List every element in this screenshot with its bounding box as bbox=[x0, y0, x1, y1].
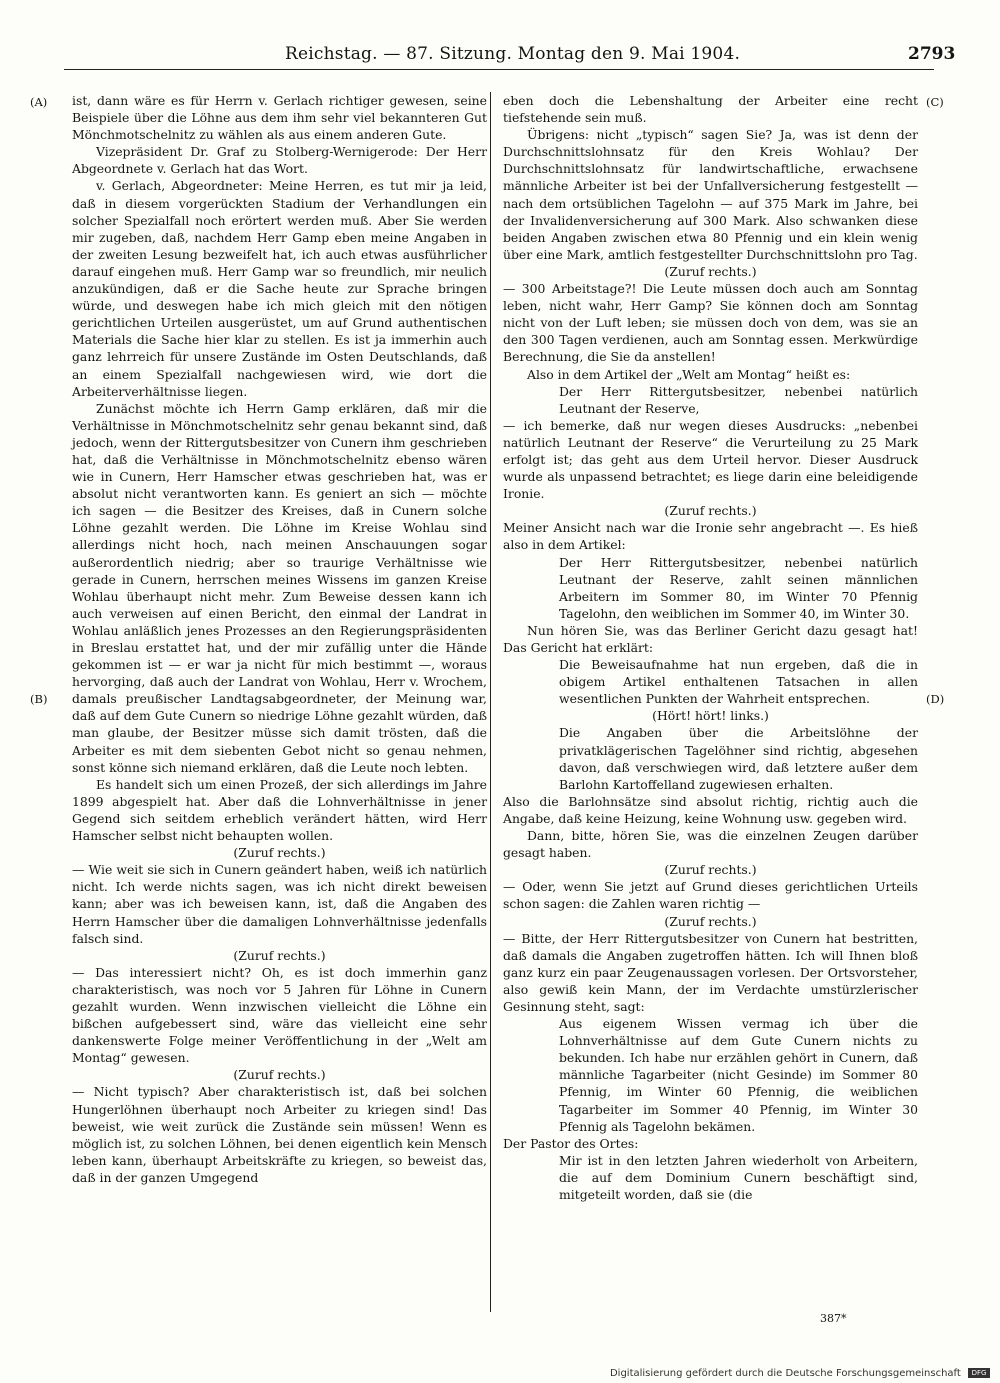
paragraph: — 300 Arbeitstage?! Die Leute müssen doch auch am Sonntag leben, nicht wahr, Herr Gamp? Sie können doch am Sonntag nicht von der Luft leben; sie müssen doch von dem, was sie an den 300 Tagen verdienen, auch am Sonntag essen. Merkwürdige Berechnung, die Sie da anstellen! bbox=[503, 281, 918, 365]
margin-marker-d: (D) bbox=[926, 692, 945, 706]
footer-credit bbox=[600, 1368, 990, 1379]
running-title: Reichstag. — 87. Sitzung. Montag den 9. Mai 1904. bbox=[285, 44, 741, 64]
quoted-passage: Der Herr Rittergutsbesitzer, nebenbei natürlich Leutnant der Reserve, bbox=[559, 383, 918, 416]
left-text-column bbox=[72, 92, 487, 1186]
paragraph: Übrigens: nicht „typisch“ sagen Sie? Ja, was ist denn der Durchschnittslohnsatz für den Kreis Wohlau? Der Durchschnittslohnsatz für landwirtschaftliche, erwachsene männliche Arbeiter ist bei der Unfallversicherung festgestellt — nach dem ortsüblichen Tagelohn — auf 375 Mark im Jahre, bei der Invalidenversicherung auf 300 Mark. Also schwanken diese beiden Angaben zwischen etwa 80 Pfennig und ein klein wenig über eine Mark, amtlich festgestellter Durchschnittslohn pro Tag. bbox=[503, 127, 918, 262]
margin-marker-c: (C) bbox=[926, 95, 944, 109]
paragraph: ist, dann wäre es für Herrn v. Gerlach richtiger gewesen, seine Beispiele über die Löhne aus dem ihm sehr viel bekannteren Gut Mönchmotschelnitz zu wählen als aus einem anderen Gute. bbox=[72, 93, 487, 143]
column-divider bbox=[490, 92, 491, 1312]
paragraph: Es handelt sich um einen Prozeß, der sich allerdings im Jahre 1899 abgespielt hat. Aber daß die Lohnverhältnisse in jener Gegend sich seitdem erheblich verändert hätten, wird Herr Hamscher selbst nicht behaupten wollen. bbox=[72, 776, 487, 844]
interjection: (Hört! hört! links.) bbox=[652, 708, 769, 724]
paragraph: — Oder, wenn Sie jetzt auf Grund dieses gerichtlichen Urteils schon sagen: die Zahlen waren richtig — bbox=[503, 879, 918, 912]
quoted-passage: Die Angaben über die Arbeitslöhne der privatklägerischen Tagelöhner sind richtig, abgesehen davon, daß verschwiegen wird, daß letztere außer dem Barlohn Kartoffelland zugewiesen erhalten. bbox=[559, 725, 918, 792]
paragraph: eben doch die Lebenshaltung der Arbeiter eine recht tiefstehende sein muß. bbox=[503, 93, 918, 126]
interjection: (Zuruf rechts.) bbox=[664, 913, 757, 929]
paragraph: — Bitte, der Herr Rittergutsbesitzer von Cunern hat bestritten, daß damals die Angaben zugetroffen hätten. Ich will Ihnen bloß ganz kurz ein paar Zeugenaussagen vorlesen. Der Ortsvorsteher, also gewiß kein Mann, der im Verdachte umstürzlerischer Gesinnung steht, sagt: bbox=[503, 930, 918, 1014]
quoted-passage: Mir ist in den letzten Jahren wiederholt von Arbeitern, die auf dem Dominium Cunern beschäftigt sind, mitgeteilt worden, daß sie (die bbox=[559, 1152, 918, 1202]
paragraph: Meiner Ansicht nach war die Ironie sehr angebracht —. Es hieß also in dem Artikel: bbox=[503, 520, 918, 553]
paragraph: — Das interessiert nicht? Oh, es ist doch immerhin ganz charakteristisch, was noch vor 5 Jahren für Löhne in Cunern gezahlt wurden. Wenn inzwischen vielleicht die Löhne ein bißchen aufgebessert sind, wäre das vielleicht eine sehr dankenswerte Folge meiner Veröffentlichung in der „Welt am Montag“ gewesen. bbox=[72, 964, 487, 1066]
paragraph: Also in dem Artikel der „Welt am Montag“ heißt es: bbox=[527, 366, 851, 382]
quoted-passage: Aus eigenem Wissen vermag ich über die Lohnverhältnisse auf dem Gute Cunern nichts zu bekunden. Ich habe nur erzählen gehört in Cunern, daß männliche Tagarbeiter (nicht Gesinde) im Sommer 80 Pfennig, im Winter 60 Pfennig, die weiblichen Tagarbeiter im Sommer 40 Pfennig, im Winter 30 Pfennig als Tagelohn bekämen. bbox=[559, 1016, 918, 1134]
right-text-column bbox=[503, 92, 918, 1203]
paragraph: Der Pastor des Ortes: bbox=[503, 1135, 639, 1151]
quoted-passage: Die Beweisaufnahme hat nun ergeben, daß die in obigem Artikel enthaltenen Tatsachen in allen wesentlichen Punkten der Wahrheit entsprechen. bbox=[559, 657, 918, 707]
paragraph: — ich bemerke, daß nur wegen dieses Ausdrucks: „nebenbei natürlich Leutnant der Reserve“ die Verurteilung zu 25 Mark erfolgt ist; das geht aus dem Urteil hervor. Dieser Ausdruck wurde als unpassend betrachtet; es liege darin eine beleidigende Ironie. bbox=[503, 417, 918, 502]
quoted-passage: Der Herr Rittergutsbesitzer, nebenbei natürlich Leutnant der Reserve, zahlt seinen männlichen Arbeitern im Sommer 80, im Winter 70 Pfennig Tagelohn, den weiblichen im Sommer 40, im Winter 30. bbox=[559, 554, 918, 621]
interjection: (Zuruf rechts.) bbox=[233, 1067, 326, 1083]
page-number: 2793 bbox=[908, 44, 956, 64]
signature-mark: 387* bbox=[820, 1312, 847, 1325]
interjection: (Zuruf rechts.) bbox=[233, 947, 326, 963]
paragraph: v. Gerlach, Abgeordneter: Meine Herren, es tut mir ja leid, daß in diesem vorgerückten Stadium der Verhandlungen ein solcher Spezialfall noch erörtert werden muß. Aber Sie werden mir zugeben, daß, nachdem Herr Gamp eben meine Angaben in der zweiten Lesung bezweifelt hat, ich auch etwas ausführlicher darauf eingehen muß. Herr Gamp war so freundlich, mir neulich anzukündigen, daß er die Sache heute zur Sprache bringen würde, und deswegen habe ich mich gleich mit den nötigen gerichtlichen Urteilen ausgerüstet, um auf Grund authentischen Materials die Sache hier klar zu stellen. Es ist ja immerhin auch ganz lehrreich für unsere Zustände im Osten Deutschlands, daß an einem Spezialfall nachgewiesen wird, wie dort die Arbeiterverhältnisse liegen. bbox=[72, 178, 487, 399]
paragraph: Zunächst möchte ich Herrn Gamp erklären, daß mir die Verhältnisse in Mönchmotschelnitz sehr genau bekannt sind, daß jedoch, wenn der Rittergutsbesitzer von Cunern ihm geschrieben hat, daß die Verhältnisse in Mönchmotschelnitz ebenso wären wie in Cunern, Herr Hamscher etwas geschrieben hat, was er absolut nicht verantworten kann. Es geniert an sich — möchte ich sagen — die Besitzer des Kreises, daß in Cunern solche Löhne gezahlt werden. Die Löhne im Kreise Wohlau sind allerdings nicht hoch, nach meinen Anschauungen sogar außerordentlich niedrig; aber so traurige Verhältnisse wie gerade in Cunern, herrschen meines Wissens im ganzen Kreise Wohlau überhaupt nicht mehr. Zum Beweise dessen kann ich auch verweisen auf einen Bericht, den einmal der Landrat in Wohlau anläßlich jenes Prozesses an den Regierungspräsidenten in Breslau erstattet hat, und der mir zufällig unter die Hände gekommen ist — er war ja nicht für mich bestimmt —, woraus hervorging, daß auch der Landrat von Wohlau, Herr v. Wrochem, damals preußischer Landtagsabgeordneter, der Meinung war, daß auf dem Gute Cunern so niedrige Löhne gezahlt würden, daß man glaube, der Besitzer müsse sich damit trösten, daß die Arbeiter es mit dem siebenten Gebot nicht so genau nehmen, sonst könne sich niemand erklären, daß die Leute noch lebten. bbox=[72, 400, 487, 775]
header-rule bbox=[64, 69, 934, 70]
dfg-logo-icon: DFG bbox=[968, 1368, 990, 1378]
interjection: (Zuruf rechts.) bbox=[664, 503, 757, 519]
paragraph: Vizepräsident Dr. Graf zu Stolberg-Wernigerode: Der Herr Abgeordnete v. Gerlach hat das Wort. bbox=[72, 144, 487, 177]
margin-marker-a: (A) bbox=[30, 95, 48, 109]
interjection: (Zuruf rechts.) bbox=[664, 263, 757, 279]
margin-marker-b: (B) bbox=[30, 692, 48, 706]
paragraph: Nun hören Sie, was das Berliner Gericht dazu gesagt hat! Das Gericht hat erklärt: bbox=[503, 622, 918, 655]
interjection: (Zuruf rechts.) bbox=[233, 845, 326, 861]
paragraph: — Wie weit sie sich in Cunern geändert haben, weiß ich natürlich nicht. Ich werde nichts sagen, was ich nicht direkt beweisen kann; aber was ich beweisen kann, ist, daß die Angaben des Herrn Hamscher über die damaligen Lohnverhältnisse jedenfalls falsch sind. bbox=[72, 862, 487, 946]
page-header bbox=[0, 40, 1000, 70]
interjection: (Zuruf rechts.) bbox=[664, 862, 757, 878]
paragraph: Dann, bitte, hören Sie, was die einzelnen Zeugen darüber gesagt haben. bbox=[503, 828, 918, 861]
paragraph: — Nicht typisch? Aber charakteristisch ist, daß bei solchen Hungerlöhnen überhaupt noch Arbeiter zu kriegen sind! Das beweist, wie weit zurück die Zustände sein müssen! Wenn es möglich ist, zu solchen Löhnen, bei denen eigentlich kein Mensch leben kann, überhaupt Arbeitskräfte zu kriegen, so beweist das, daß in der ganzen Umgegend bbox=[72, 1084, 487, 1185]
paragraph: Also die Barlohnsätze sind absolut richtig, richtig auch die Angabe, daß keine Heizung, keine Wohnung usw. gegeben wird. bbox=[503, 793, 918, 826]
footer-text: Digitalisierung gefördert durch die Deutsche Forschungsgemeinschaft bbox=[609, 1368, 961, 1379]
